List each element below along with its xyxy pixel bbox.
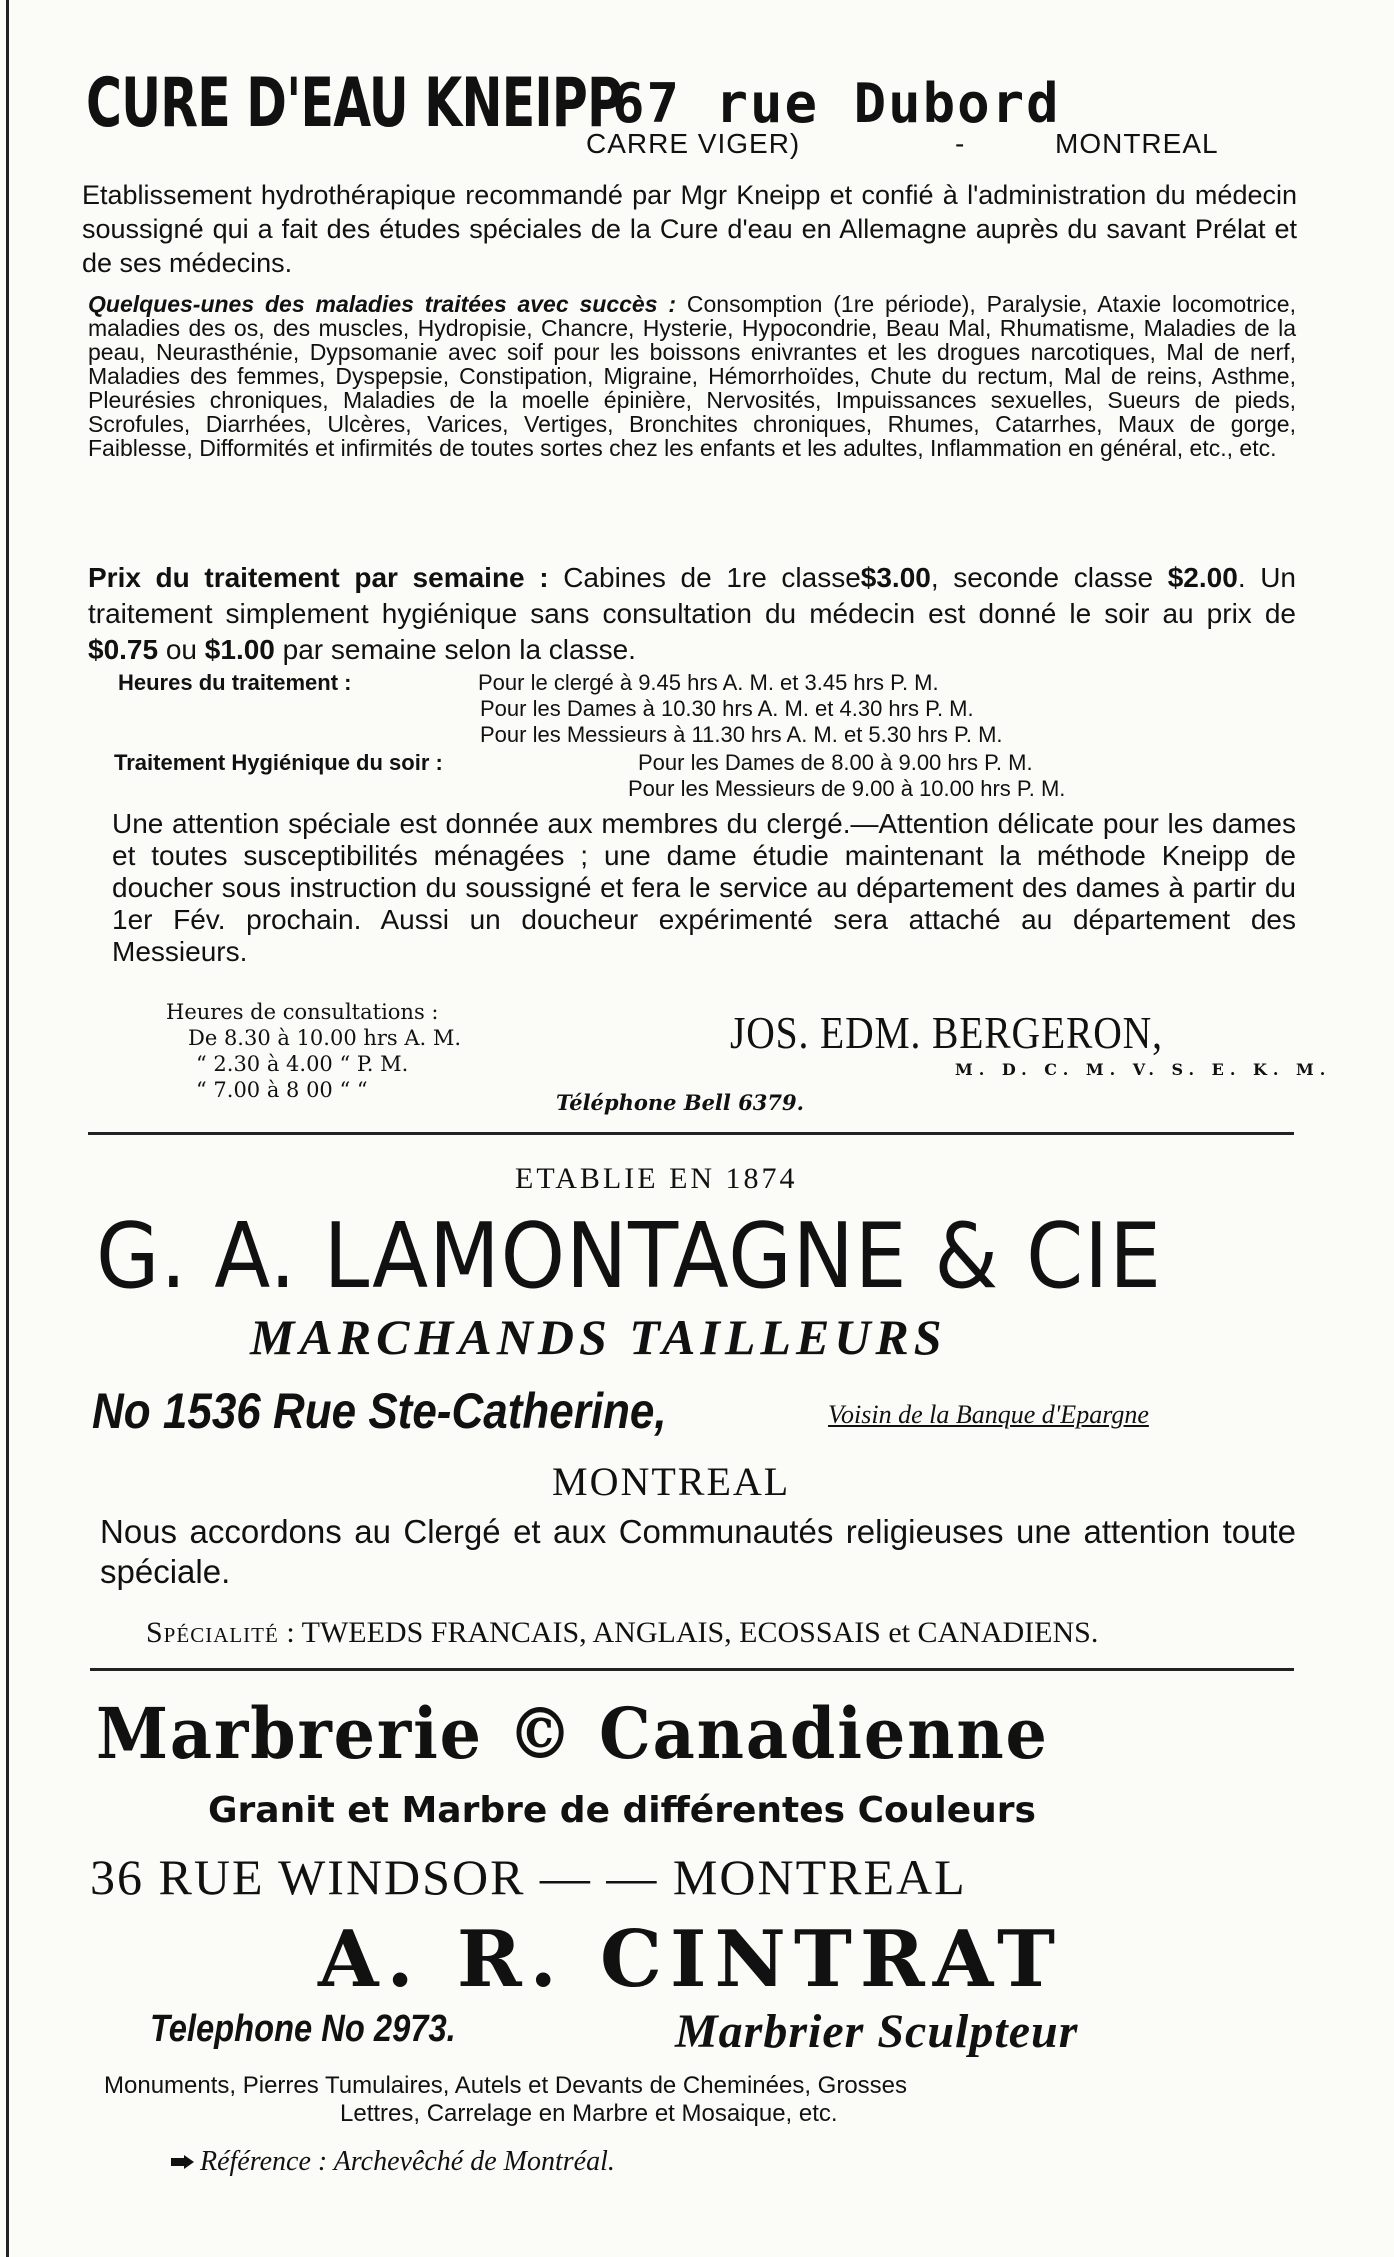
kneipp-telephone: Téléphone Bell 6379. [556,1090,804,1115]
hours-gentlemen: Pour les Messieurs à 11.30 hrs A. M. et 5.30 hrs P. M. [480,722,1003,747]
kneipp-attention: Une attention spéciale est donnée aux membres du clergé.—Attention délicate pour les dames et toutes susceptibilités ménagées ; une dame étudie maintenant la méthode Kneipp de doucher sous instruction du soussigné et fera le service au département des dames à partir du 1er Fév. prochain. Aussi un doucheur expérimenté sera attaché au département des Messieurs. [112,808,1296,967]
doctor-degrees: M. D. C. M. V. S. E. K. M. [955,1060,1332,1079]
lamontagne-firm-name: G. A. LAMONTAGNE & CIE [96,1204,1162,1309]
lamontagne-trade: MARCHANDS TAILLEURS [250,1309,947,1365]
address-street: RUE WINDSOR — — MONTREAL [158,1849,967,1905]
marbrerie-trade: Marbrier Sculpteur [675,2005,1079,2058]
price-evening-low: $0.75 [88,634,159,665]
marbrerie-address [90,1848,967,1906]
evening-gentlemen: Pour les Messieurs de 9.00 à 10.00 hrs P. M. [628,776,1066,801]
pointing-hand-icon [170,2152,196,2172]
lamontagne-city: MONTREAL [552,1459,791,1504]
marbrerie-products-2: Lettres, Carrelage en Marbre et Mosaique, etc. [340,2100,838,2127]
marbrerie-reference: Référence : Archevêché de Montréal. [200,2146,615,2177]
consult-evening: “ 7.00 à 8 00 “ “ [196,1078,368,1102]
hours-clergy: Pour le clergé à 9.45 hrs A. M. et 3.45 hrs P. M. [478,670,939,695]
diseases-text: Consomption (1re période), Paralysie, Ataxie locomotrice, maladies des os, des muscles, Hydropisie, Chancre, Hysterie, Hypocondrie, Beau Mal, Rhumatisme, Maladies de la peau, Neurasthénie, Dypsomanie avec soif pour les boissons enivrantes et les drogues narcotiques, Mal de nerf, Maladies des femmes, Dyspepsie, Constipation, Migraine, Hémorrhoïdes, Chute du rectum, Mal de reins, Asthme, Pleurésies chroniques, Maladies de la moelle épinière, Nervosités, Impuissances sexuelles, Sueurs de pieds, Scrofules, Diarrhées, Ulcères, Varices, Vertiges, Bronchites chroniques, Rhumes, Catarrhes, Maux de gorge, Faiblesse, Difformités et infirmités de toutes sortes chez les enfants et les adultes, Inflammation en général, etc., etc. [88,291,1296,461]
price-text-2: , seconde classe [930,562,1154,593]
diseases-lead: Quelques-unes des maladies traitées avec succès : [88,291,677,317]
kneipp-address-sub: CARRE VIGER) [586,128,801,159]
lamontagne-nearby: Voisin de la Banque d'Epargne [828,1400,1149,1429]
kneipp-prices [88,560,1296,668]
page-edge-rule [6,0,9,2257]
kneipp-address: 67 rue Dubord [612,72,1061,135]
address-number: 36 [90,1849,144,1905]
price-text-1: Cabines de 1re classe [563,562,861,593]
hours-label: Heures du traitement : [118,670,352,695]
price-first-class: $3.00 [860,562,931,593]
lamontagne-address: No 1536 Rue Ste-Catherine, [92,1383,667,1439]
kneipp-address-dash: - [955,128,965,159]
lamontagne-clergy-note: Nous accordons au Clergé et aux Communautés religieuses une attention toute spéciale. [100,1513,1296,1590]
price-lead: Prix du traitement par semaine : [88,562,549,593]
marbrerie-name: Marbrerie © Canadienne [96,1692,1049,1775]
lamontagne-specialty [146,1616,1098,1650]
marbrerie-products-1: Monuments, Pierres Tumulaires, Autels et Devants de Cheminées, Grosses [104,2072,908,2099]
marbrerie-owner: A. R. CINTRAT [318,1914,1063,2005]
price-text-3: . Un traitement simplement hygiénique sans consultation du médecin est donné le soir au prix de [88,562,1297,629]
kneipp-title: CURE D'EAU KNEIPP [86,64,623,143]
kneipp-address-city: MONTREAL [1055,128,1219,159]
consult-title: Heures de consultations : [166,1000,439,1024]
kneipp-diseases [88,292,1296,460]
kneipp-intro: Etablissement hydrothérapique recommandé par Mgr Kneipp et confié à l'administration du médecin soussigné qui a fait des études spéciales de la Cure d'eau en Allemagne auprès du savant Prélat et de ses médecins. [82,180,1297,278]
price-text-4: ou [165,634,198,665]
price-second-class: $2.00 [1167,562,1238,593]
price-text-5: par semaine selon la classe. [282,634,636,665]
consult-morning: De 8.30 à 10.00 hrs A. M. [188,1026,462,1050]
lamontagne-established: ETABLIE EN 1874 [515,1162,798,1195]
evening-ladies: Pour les Dames de 8.00 à 9.00 hrs P. M. [638,750,1033,775]
marbrerie-telephone: Telephone No 2973. [150,2008,456,2050]
specialty-text: : TWEEDS FRANCAIS, ANGLAIS, ECOSSAIS et CANADIENS. [286,1616,1099,1649]
doctor-signature: JOS. EDM. BERGERON, [730,1007,1163,1058]
divider-1 [88,1132,1294,1135]
marbrerie-subtitle: Granit et Marbre de différentes Couleurs [208,1790,1036,1831]
evening-label: Traitement Hygiénique du soir : [114,750,443,775]
specialty-label: Spécialité [146,1616,279,1649]
hours-ladies: Pour les Dames à 10.30 hrs A. M. et 4.30 hrs P. M. [480,696,974,721]
consult-afternoon: “ 2.30 à 4.00 “ P. M. [196,1052,409,1076]
price-evening-high: $1.00 [204,634,275,665]
divider-2 [90,1668,1294,1671]
